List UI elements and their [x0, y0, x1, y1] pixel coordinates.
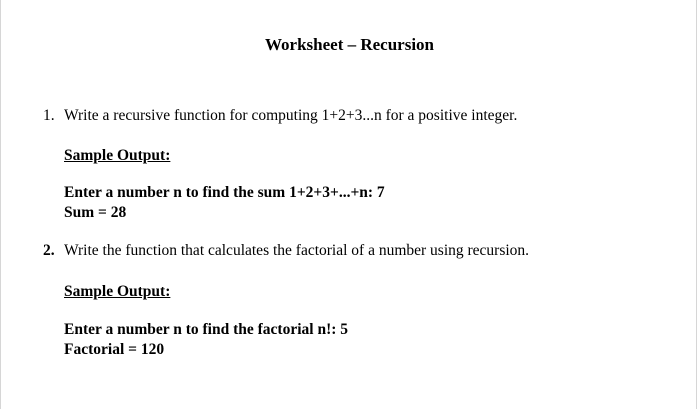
question-1-output-line-1: Enter a number n to find the sum 1+2+3+...+n: 7 [64, 184, 385, 201]
question-2-number: 2. [43, 242, 55, 259]
question-1-output-line-2: Sum = 28 [64, 204, 127, 221]
question-2 [43, 241, 529, 261]
question-2-output-line-1: Enter a number n to find the factorial n!: 5 [64, 321, 349, 338]
question-2-text: Write the function that calculates the factorial of a number using recursion. [64, 242, 530, 259]
question-1-number: 1. [43, 107, 55, 124]
question-2-sample-label: Sample Output: [64, 283, 171, 300]
question-1-sample-label: Sample Output: [64, 147, 171, 164]
worksheet-title: Worksheet – Recursion [264, 35, 435, 54]
question-2-output-line-2: Factorial = 120 [64, 341, 165, 358]
question-1 [43, 106, 517, 126]
question-1-text: Write a recursive function for computing 1+2+3...n for a positive integer. [64, 107, 518, 124]
